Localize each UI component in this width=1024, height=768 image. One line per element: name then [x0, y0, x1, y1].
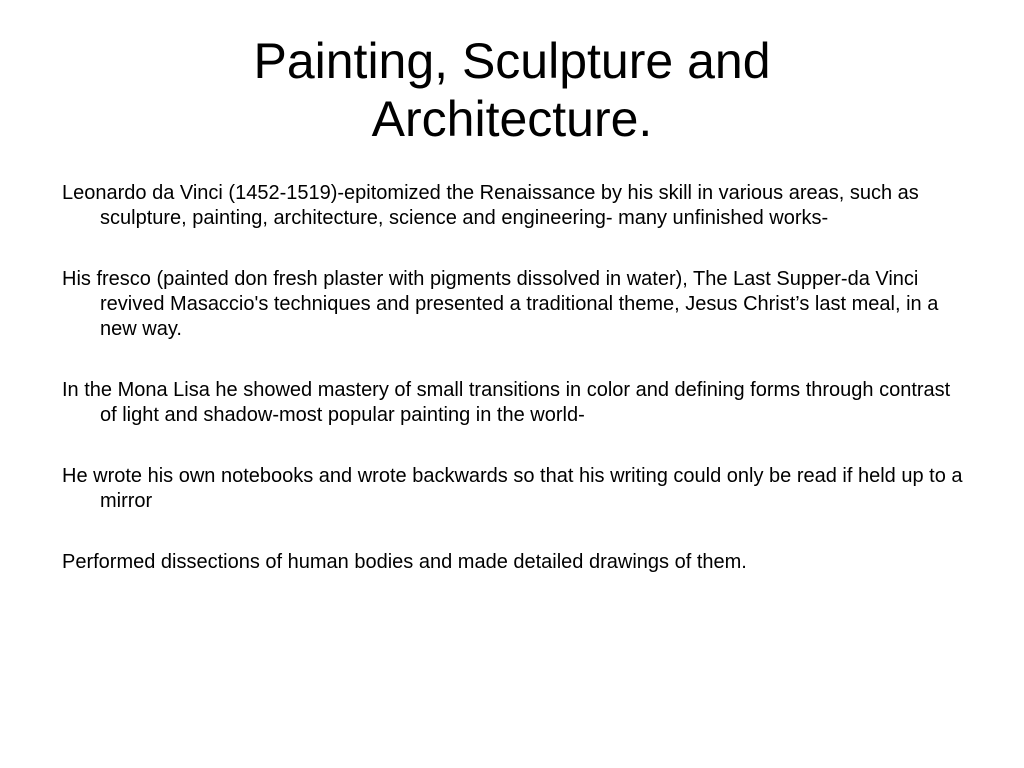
slide-title-line-1: Painting, Sculpture and [253, 33, 771, 89]
slide-body [62, 181, 972, 611]
slide-title [62, 32, 962, 148]
paragraph-last-supper: His fresco (painted don fresh plaster with pigments dissolved in water), The Last Supper-da Vinci revived Masaccio's techniques and presented a traditional theme, Jesus Christ’s last meal, in a new way. [62, 268, 939, 340]
paragraph-leonardo-intro: Leonardo da Vinci (1452-1519)-epitomized the Renaissance by his skill in various areas, such as sculpture, painting, architecture, science and engineering- many unfinished works- [62, 182, 919, 229]
paragraph-dissections: Performed dissections of human bodies and made detailed drawings of them. [62, 551, 747, 573]
paragraph-notebooks: He wrote his own notebooks and wrote backwards so that his writing could only be read if held up to a mirror [62, 465, 963, 512]
paragraph-mona-lisa: In the Mona Lisa he showed mastery of small transitions in color and defining forms through contrast of light and shadow-most popular painting in the world- [62, 379, 951, 426]
slide-title-line-2: Architecture. [371, 91, 653, 147]
